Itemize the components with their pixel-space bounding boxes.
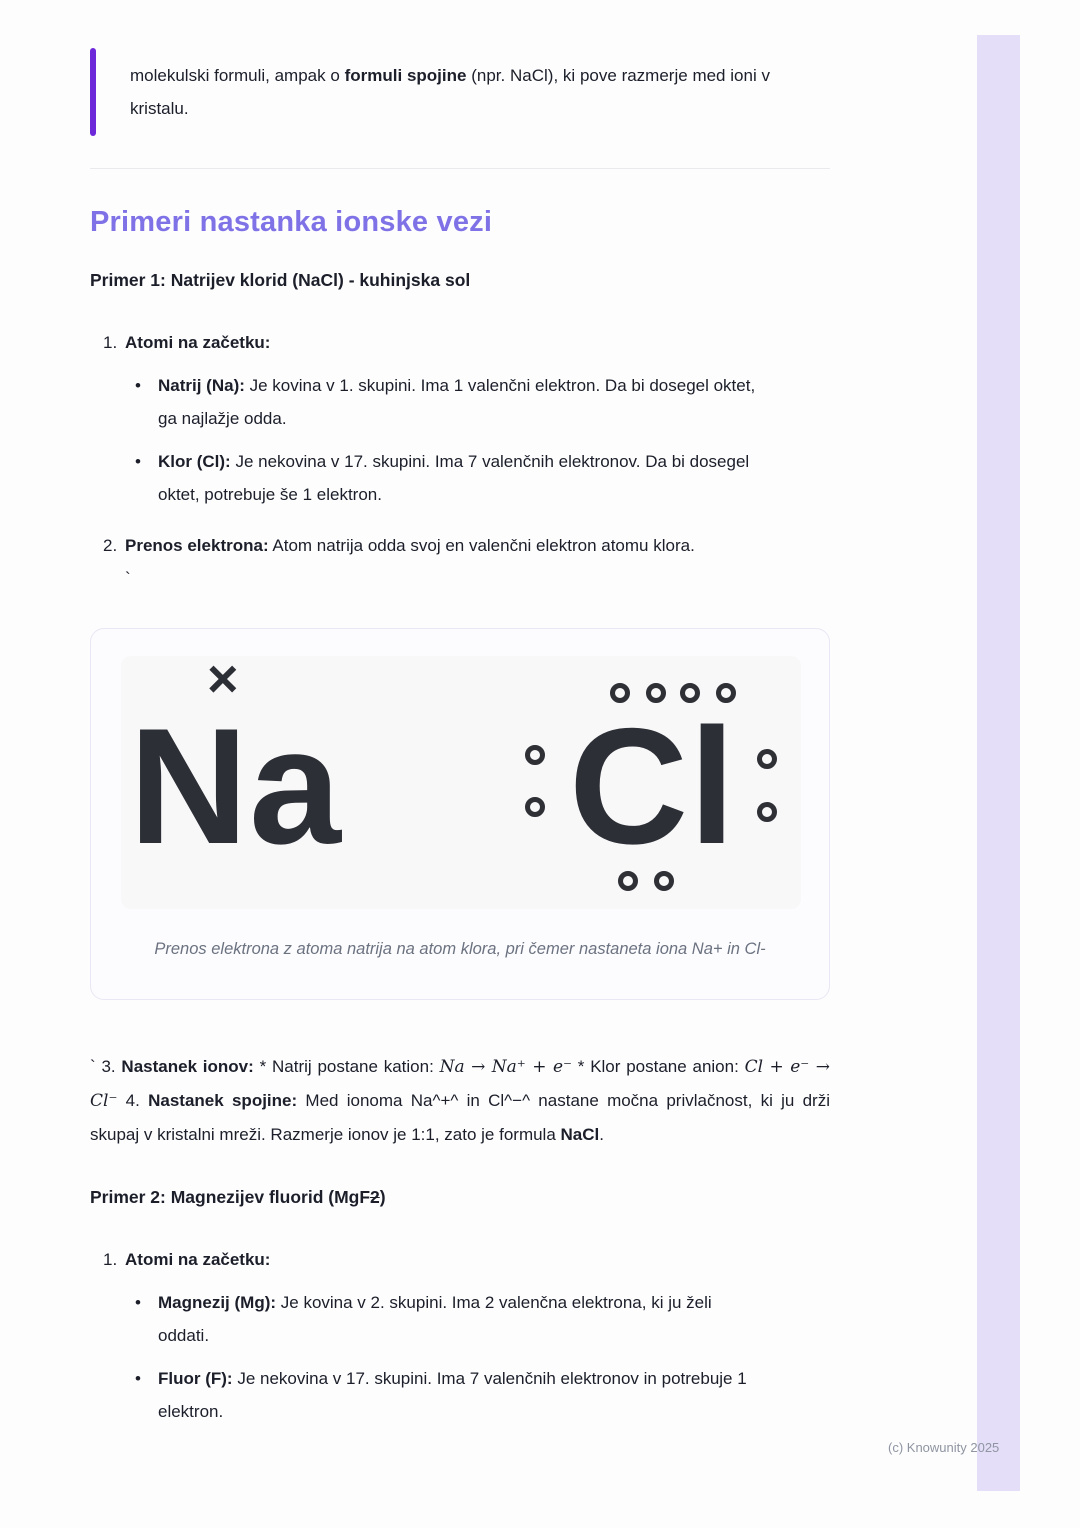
list-item-step1: [90, 326, 830, 359]
right-margin-strip: [977, 35, 1020, 1491]
electron-dot-icon: [525, 797, 545, 817]
list-number: 1.: [103, 333, 118, 352]
list-number: 2.: [103, 536, 118, 555]
stray-backtick: `: [125, 569, 131, 588]
bullet-marker: •: [135, 452, 141, 471]
electron-x-mark: ×: [207, 649, 239, 709]
electron-dot-icon: [654, 871, 674, 891]
electron-dot-icon: [757, 802, 777, 822]
bullet-item-magnezij: [90, 1286, 830, 1352]
list-item-text: Atomi na začetku:: [125, 1250, 271, 1269]
list-item-step2: [90, 529, 830, 595]
document-content: [90, 48, 830, 1428]
figure-card: [90, 628, 830, 1000]
electron-dot-icon: [618, 871, 638, 891]
bullet-text: Klor (Cl): Je nekovina v 17. skupini. Ima 7 valenčnih elektronov. Da bi dosegel oktet, potrebuje še 1 elektron.: [158, 452, 750, 504]
divider: [90, 168, 830, 169]
bullet-item-natrij: [90, 369, 830, 435]
primer1-title: Primer 1: Natrijev klorid (NaCl) - kuhinjska sol: [90, 270, 471, 290]
lewis-structure-figure: [121, 649, 801, 909]
bullet-text: Magnezij (Mg): Je kovina v 2. skupini. Ima 2 valenčna elektrona, ki ju želi oddati.: [158, 1293, 712, 1345]
bullet-item-klor: [90, 445, 830, 511]
bullet-marker: •: [135, 1369, 141, 1388]
step2-text: Prenos elektrona: Atom natrija odda svoj en valenčni elektron atomu klora.: [125, 536, 695, 555]
bullet-marker: •: [135, 376, 141, 395]
electron-dot-icon: [680, 683, 700, 703]
section-heading: Primeri nastanka ionske vezi: [90, 206, 493, 238]
bullet-marker: •: [135, 1293, 141, 1312]
list-number: 1.: [103, 1250, 118, 1269]
callout-text: molekulski formuli, ampak o formuli spojine (npr. NaCl), ki pove razmerje med ioni v kristalu.: [130, 66, 770, 118]
figure-caption: Prenos elektrona z atoma natrija na atom klora, pri čemer nastaneta iona Na+ in Cl-: [154, 940, 766, 958]
primer2-title: Primer 2: Magnezijev fluorid (MgF2): [90, 1187, 386, 1207]
electron-dot-icon: [716, 683, 736, 703]
paragraph-ion-formation: ` 3. Nastanek ionov: * Natrij postane kation: Na → Na⁺ + e⁻ * Klor postane anion: Cl + e⁻ → Cl⁻ 4. Nastanek spojine: Med ionoma Na^+^ in Cl^−^ nastane močna privlačnost, ki ju drži skupaj v kristalni mreži. Razmerje ionov je 1:1, zato je formula NaCl.: [90, 1057, 830, 1144]
na-symbol: Na: [129, 694, 342, 878]
bullet-text: Fluor (F): Je nekovina v 17. skupini. Ima 7 valenčnih elektronov in potrebuje 1 elektron.: [158, 1369, 747, 1421]
bullet-text: Natrij (Na): Je kovina v 1. skupini. Ima 1 valenčni elektron. Da bi dosegel oktet, ga najlažje odda.: [158, 376, 756, 428]
watermark: (c) Knowunity 2025: [888, 1440, 1000, 1455]
callout-blockquote: [90, 48, 830, 136]
cl-symbol: Cl: [569, 694, 736, 878]
electron-dot-icon: [610, 683, 630, 703]
list-item-text: [125, 529, 830, 595]
electron-dot-icon: [525, 745, 545, 765]
list-item-text: Atomi na začetku:: [125, 333, 271, 352]
electron-dot-icon: [646, 683, 666, 703]
bullet-item-fluor: [90, 1362, 830, 1428]
list-item-step1-primer2: [90, 1243, 830, 1276]
electron-dot-icon: [757, 749, 777, 769]
